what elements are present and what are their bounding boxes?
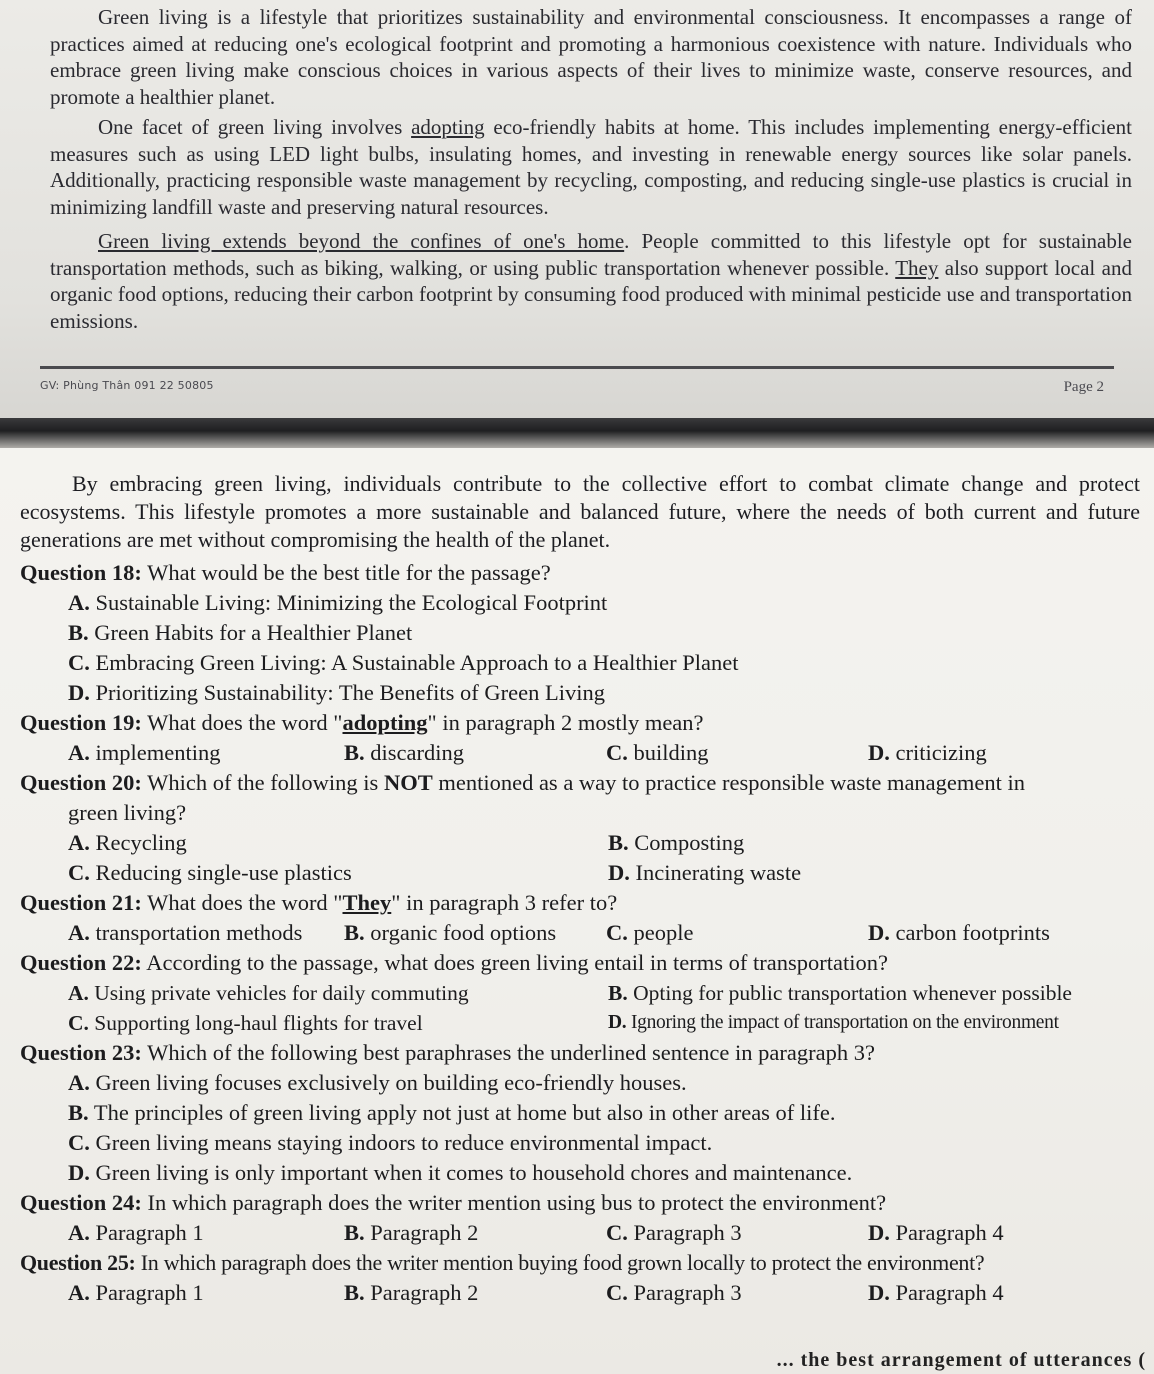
- question-24: Question 24: In which paragraph does the writer mention using bus to protect the environment? A. Paragraph 1 B. Paragraph 2 C. Paragraph 3 D. Paragraph 4: [20, 1188, 1140, 1248]
- option-d[interactable]: D. criticizing: [868, 740, 987, 765]
- paragraph-1: [50, 0, 1132, 110]
- question-21: Question 21: What does the word "They" in paragraph 3 refer to? A. transportation methods B. organic food options C. people D. carbon footprints: [20, 888, 1140, 948]
- option-d[interactable]: D. Paragraph 4: [868, 1280, 1004, 1305]
- emphasis-not: NOT: [383, 770, 433, 795]
- question-22: Question 22: According to the passage, what does green living entail in terms of transportation? A. Using private vehicles for daily commuting B. Opting for public transportation whenever possible C. Supporting long-haul flights for travel D. Ignoring the impact of transportation on the environment: [20, 948, 1140, 1038]
- question-18: [20, 558, 1140, 708]
- paragraph-3: [50, 228, 1132, 334]
- option-b[interactable]: B. discarding: [344, 740, 464, 765]
- underlined-word-adopting: adopting: [411, 115, 485, 139]
- question-20: Question 20: Which of the following is NOT mentioned as a way to practice responsible waste management in green living? A. Recycling B. Composting C. Reducing single-use plastics D. Incinerating waste: [20, 768, 1140, 888]
- paragraph-1-text: Green living is a lifestyle that prioritizes sustainability and environmental consciousness. It encompasses a range of practices aimed at reducing one's ecological footprint and promoting a harmonious coexistence with nature. Individuals who embrace green living make conscious choices in various aspects of their lives to minimize waste, conserve resources, and promote a healthier planet.: [50, 5, 1132, 109]
- option-c[interactable]: C. Green living means staying indoors to reduce environmental impact.: [68, 1130, 713, 1155]
- option-b[interactable]: B. Green Habits for a Healthier Planet: [68, 620, 413, 645]
- underlined-sentence: Green living extends beyond the confines of one's home: [98, 229, 625, 253]
- page-gap-shadow: [0, 418, 1154, 450]
- option-d[interactable]: D. Paragraph 4: [868, 1220, 1004, 1245]
- question-label: Question 23:: [20, 1040, 142, 1065]
- option-c[interactable]: C. building: [606, 740, 709, 765]
- option-a[interactable]: A. Green living focuses exclusively on building eco-friendly houses.: [68, 1070, 687, 1095]
- option-d[interactable]: D. Prioritizing Sustainability: The Benefits of Green Living: [68, 680, 606, 705]
- option-d[interactable]: D. Green living is only important when it comes to household chores and maintenance.: [68, 1160, 853, 1185]
- paragraph-2: [50, 114, 1132, 220]
- page-footer: [40, 366, 1114, 396]
- page-3-top: [0, 448, 1154, 1374]
- paragraph-2-start: One facet of green living involves: [98, 115, 412, 139]
- cut-off-text: ... the best arrangement of utterances (: [776, 1349, 1146, 1371]
- option-a[interactable]: A. Paragraph 1: [68, 1220, 204, 1245]
- underlined-word: adopting: [342, 710, 428, 735]
- option-b[interactable]: B. Composting: [608, 830, 745, 855]
- option-a[interactable]: A. Recycling: [68, 830, 187, 855]
- paragraph-3-middle: . People committed to this lifestyle opt for sustainable transportation methods, such as biking, walking, or using public transportation whenever possible.: [50, 229, 1133, 280]
- option-c[interactable]: C. Paragraph 3: [606, 1280, 742, 1305]
- underlined-word-they: They: [895, 255, 939, 280]
- question-23: Question 23: Which of the following best paraphrases the underlined sentence in paragraph 3? A. Green living focuses exclusively on building eco-friendly houses. B. The principles of green living apply not just at home but also in other areas of life. C. Green living means staying indoors to reduce environmental impact. D. Green living is only important when it comes to household chores and maintenance.: [20, 1038, 1140, 1188]
- question-label: Question 25:: [20, 1250, 136, 1275]
- underlined-word: They: [342, 890, 392, 915]
- paragraph-4-text: By embracing green living, individuals contribute to the collective effort to combat climate change and protect ecosystems. This lifestyle promotes a more sustainable and balanced future, where the needs of both current and future generations are met without compromising the health of the planet.: [20, 471, 1140, 552]
- option-d[interactable]: D. Incinerating waste: [608, 860, 802, 885]
- question-label: Question 19:: [20, 710, 142, 735]
- option-a[interactable]: A. Sustainable Living: Minimizing the Ecological Footprint: [68, 590, 608, 615]
- paragraph-3-end: also support local and organic food options, reducing their carbon footprint by consuming food produced with minimal pesticide use and transportation emissions.: [50, 255, 1132, 333]
- question-19: Question 19: What does the word "adopting" in paragraph 2 mostly mean? A. implementing B. discarding C. building D. criticizing: [20, 708, 1140, 768]
- option-d[interactable]: D. carbon footprints: [868, 920, 1050, 945]
- question-25: Question 25: In which paragraph does the writer mention buying food grown locally to protect the environment? A. Paragraph 1 B. Paragraph 2 C. Paragraph 3 D. Paragraph 4: [20, 1248, 1140, 1308]
- option-a[interactable]: A. Using private vehicles for daily commuting: [68, 981, 469, 1005]
- option-d[interactable]: D. Ignoring the impact of transportation on the environment: [608, 1012, 1059, 1033]
- option-b[interactable]: B. The principles of green living apply not just at home but also in other areas of life.: [68, 1100, 836, 1125]
- question-label: Question 21:: [20, 890, 142, 915]
- option-a[interactable]: A. implementing: [68, 740, 221, 765]
- option-c[interactable]: C. Paragraph 3: [606, 1220, 742, 1245]
- page-2-top: [0, 0, 1154, 430]
- option-b[interactable]: B. organic food options: [344, 920, 557, 945]
- option-c[interactable]: C. people: [606, 920, 694, 945]
- question-text-continued: green living?: [68, 800, 187, 825]
- question-label: Question 20:: [20, 770, 142, 795]
- question-label: Question 18:: [20, 560, 142, 585]
- option-c[interactable]: C. Reducing single-use plastics: [68, 860, 352, 885]
- question-label: Question 22:: [20, 950, 142, 975]
- option-b[interactable]: B. Paragraph 2: [344, 1220, 479, 1245]
- option-c[interactable]: C. Supporting long-haul flights for travel: [68, 1011, 423, 1035]
- option-b[interactable]: B. Opting for public transportation whenever possible: [608, 981, 1072, 1005]
- paragraph-4: [20, 448, 1140, 554]
- teacher-credit: GV: Phùng Thân 091 22 50805: [40, 379, 214, 392]
- option-b[interactable]: B. Paragraph 2: [344, 1280, 479, 1305]
- option-a[interactable]: A. Paragraph 1: [68, 1280, 204, 1305]
- paragraph-2-end: eco-friendly habits at home. This includes implementing energy-efficient measures such as using LED light bulbs, insulating homes, and investing in renewable energy sources like solar panels. Additionally, practicing responsible waste management by recycling, composting, and reducing single-use plastics is crucial in minimizing landfill waste and preserving natural resources.: [50, 115, 1132, 219]
- option-c[interactable]: C. Embracing Green Living: A Sustainable Approach to a Healthier Planet: [68, 650, 739, 675]
- question-label: Question 24:: [20, 1190, 142, 1215]
- page-number: Page 2: [1063, 379, 1104, 395]
- question-text: What would be the best title for the passage?: [141, 560, 551, 585]
- option-a[interactable]: A. transportation methods: [68, 920, 303, 945]
